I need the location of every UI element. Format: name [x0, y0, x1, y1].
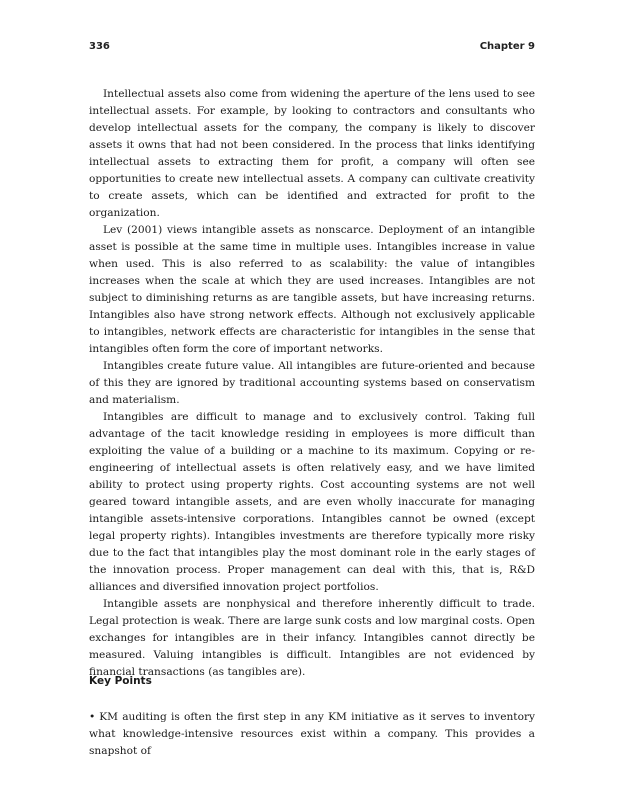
chapter-label: Chapter 9: [479, 41, 535, 52]
list-item-text: KM auditing is often the first step in any KM initiative as it serves to inventory what knowledge-intensive resources exist within a company. This provides a snapshot of: [89, 711, 535, 757]
page-number: 336: [89, 41, 110, 52]
paragraph: Intangibles are difficult to manage and to exclusively control. Taking full advantage of the tacit knowledge residing in employees is more difficult than exploiting the value of a building or a machine to its maximum. Copying or re-engineering of intellectual assets is often relatively easy, and we have limited ability to protect using property rights. Cost accounting systems are not well geared toward intangible assets, and are even wholly inaccurate for managing intangible assets-intensive corporations. Intangibles cannot be owned (except legal property rights). Intangibles investments are therefore typically more risky due to the fact that intangibles play the most dominant role in the early stages of the innovation process. Proper management can deal with this, that is, R&D alliances and diversified innovation project portfolios.: [89, 411, 535, 593]
paragraph: Intangible assets are nonphysical and therefore inherently difficult to trade. Legal protection is weak. There are large sunk costs and low marginal costs. Open exchanges for intangibles are in their infancy. Intangibles cannot directly be measured. Valuing intangibles is difficult. Intangibles are not evidenced by financial transactions (as tangibles are).: [89, 598, 535, 678]
section-heading-key-points: Key Points: [89, 675, 152, 687]
paragraph: Intellectual assets also come from widening the aperture of the lens used to see intellectual assets. For example, by looking to contractors and consultants who develop intellectual assets for the company, the company is likely to discover assets it owns that had not been considered. In the process that links identifying intellectual assets to extracting them for profit, a company will often see opportunities to create new intellectual assets. A company can cultivate creativity to create assets, which can be identified and extracted for profit to the organization.: [89, 88, 535, 219]
running-header: [89, 41, 535, 57]
list-item: [89, 709, 535, 760]
body-text: [89, 86, 535, 681]
key-points-list: [89, 709, 535, 760]
paragraph: Lev (2001) views intangible assets as nonscarce. Deployment of an intangible asset is possible at the same time in multiple uses. Intangibles increase in value when used. This is also referred to as scalability: the value of intangibles increases when the scale at which they are used increases. Intangibles are not subject to diminishing returns as are tangible assets, but have increasing returns. Intangibles also have strong network effects. Although not exclusively applicable to intangibles, network effects are characteristic for intangibles in the sense that intangibles often form the core of important networks.: [89, 224, 535, 355]
bullet-icon: •: [89, 711, 96, 723]
paragraph: Intangibles create future value. All intangibles are future-oriented and because of this they are ignored by traditional accounting systems based on conservatism and materialism.: [89, 360, 535, 406]
